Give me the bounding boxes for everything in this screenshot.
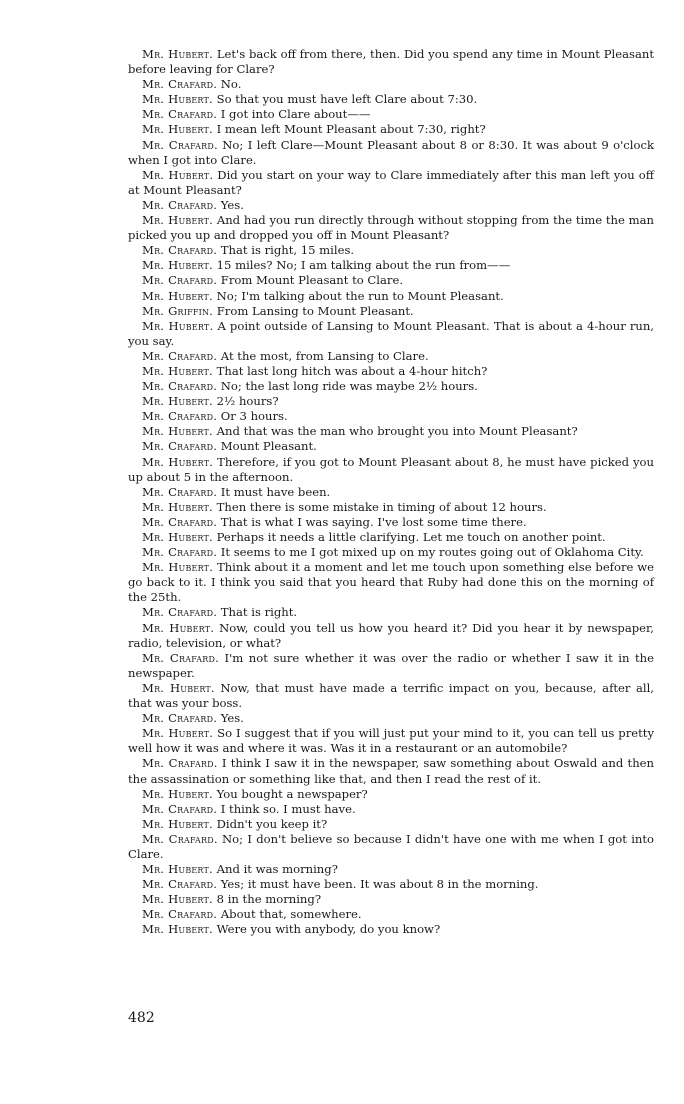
speaker-name: Mr. Crafard. xyxy=(142,650,219,665)
paragraph-text: At the most, from Lansing to Clare. xyxy=(220,348,429,363)
paragraph-text: Were you with anybody, do you know? xyxy=(216,922,441,937)
paragraph-text: So that you must have left Clare about 7:30. xyxy=(216,92,478,107)
speaker-name: Mr. Hubert. xyxy=(142,167,214,182)
transcript-paragraph xyxy=(128,530,654,545)
speaker-name: Mr. Hubert. xyxy=(142,620,215,635)
speaker-name: Mr. Hubert. xyxy=(142,560,214,575)
paragraph-text: From Lansing to Mount Pleasant. xyxy=(216,303,414,318)
paragraph-text: And it was morning? xyxy=(216,862,338,877)
transcript-paragraph xyxy=(128,605,654,620)
paragraph-text: That last long hitch was about a 4-hour hitch? xyxy=(216,363,488,378)
speaker-name: Mr. Crafard. xyxy=(142,514,218,529)
transcript-paragraph xyxy=(128,907,654,922)
transcript-paragraph xyxy=(128,349,654,364)
transcript-paragraph xyxy=(128,138,654,168)
paragraph-text: No; the last long ride was maybe 2½ hours. xyxy=(220,379,478,394)
transcript-paragraph xyxy=(128,621,654,651)
transcript-paragraph xyxy=(128,560,654,605)
transcript-paragraph xyxy=(128,892,654,907)
speaker-name: Mr. Hubert. xyxy=(142,786,213,801)
paragraph-text: I think I saw it in the newspaper, saw something about Oswald and then the assassination or something like that, and then I read the rest of it. xyxy=(128,756,655,786)
paragraph-text: I'm not sure whether it was over the radio or whether I saw it in the newspaper. xyxy=(128,650,654,680)
transcript-paragraph xyxy=(128,424,654,439)
speaker-name: Mr. Crafard. xyxy=(142,877,218,892)
transcript-paragraph xyxy=(128,394,654,409)
paragraph-text: Mount Pleasant. xyxy=(220,439,317,454)
transcript-paragraph xyxy=(128,485,654,500)
speaker-name: Mr. Crafard. xyxy=(142,831,218,846)
paragraph-text: Therefore, if you got to Mount Pleasant about 8, he must have picked you up about 5 in the afternoon. xyxy=(128,454,654,484)
speaker-name: Mr. Crafard. xyxy=(142,273,218,288)
transcript-paragraph xyxy=(128,439,654,454)
paragraph-text: A point outside of Lansing to Mount Pleasant. That is about a 4-hour run, you say. xyxy=(128,318,654,348)
transcript-paragraph xyxy=(128,726,654,756)
paragraph-text: Perhaps it needs a little clarifying. Let me touch on another point. xyxy=(216,530,606,544)
paragraph-text: Didn't you keep it? xyxy=(216,816,328,831)
speaker-name: Mr. Crafard. xyxy=(142,243,218,258)
paragraph-text: And had you run directly through without stopping from the time the man picked you up and dropped you off in Mount Pleasant? xyxy=(128,213,654,243)
speaker-name: Mr. Hubert. xyxy=(142,680,215,695)
paragraph-text: No; I'm talking about the run to Mount Pleasant. xyxy=(216,288,504,303)
transcript-paragraph xyxy=(128,92,654,107)
speaker-name: Mr. Crafard. xyxy=(142,77,218,92)
paragraph-text: Think about it a moment and let me touch upon something else before we go back to it. I think you said that you heard that Ruby had done this on the morning of the 25th. xyxy=(128,560,654,605)
transcript-paragraph xyxy=(128,243,654,258)
transcript-paragraph xyxy=(128,832,654,862)
transcript-paragraph xyxy=(128,455,654,485)
transcript-paragraph xyxy=(128,500,654,515)
paragraph-text: Now, could you tell us how you heard it? Did you hear it by newspaper, radio, television, or what? xyxy=(128,620,654,650)
paragraph-text: I think so. I must have. xyxy=(220,801,356,816)
transcript-paragraph xyxy=(128,168,654,198)
transcript-paragraph xyxy=(128,817,654,832)
transcript-paragraph xyxy=(128,364,654,379)
speaker-name: Mr. Crafard. xyxy=(142,801,218,816)
transcript-paragraph xyxy=(128,258,654,273)
paragraph-text: 15 miles? No; I am talking about the run from—— xyxy=(216,258,511,273)
paragraph-text: From Mount Pleasant to Clare. xyxy=(220,273,404,288)
transcript-paragraph xyxy=(128,77,654,92)
paragraph-text: No. xyxy=(220,77,242,92)
speaker-name: Mr. Hubert. xyxy=(142,726,214,741)
paragraph-text: It seems to me I got mixed up on my routes going out of Oklahoma City. xyxy=(220,545,644,560)
speaker-name: Mr. Hubert. xyxy=(142,122,213,137)
paragraph-text: That is right, 15 miles. xyxy=(220,243,355,258)
transcript-paragraph xyxy=(128,756,654,786)
paragraph-text: That is right. xyxy=(220,605,298,620)
transcript-paragraph xyxy=(128,711,654,726)
speaker-name: Mr. Crafard. xyxy=(142,711,218,726)
speaker-name: Mr. Crafard. xyxy=(142,197,218,212)
transcript-paragraph xyxy=(128,107,654,122)
transcript-paragraph xyxy=(128,379,654,394)
paragraph-text: I mean left Mount Pleasant about 7:30, right? xyxy=(216,122,486,137)
transcript-paragraph xyxy=(128,47,654,77)
paragraph-text: 2½ hours? xyxy=(216,394,279,409)
paragraph-text: Or 3 hours. xyxy=(220,409,288,424)
transcript-paragraph xyxy=(128,787,654,802)
speaker-name: Mr. Hubert. xyxy=(142,454,214,469)
paragraph-text: You bought a newspaper? xyxy=(216,786,368,801)
speaker-name: Mr. Hubert. xyxy=(142,92,213,107)
speaker-name: Mr. Hubert. xyxy=(142,258,213,273)
paragraph-text: Yes. xyxy=(220,197,244,212)
speaker-name: Mr. Crafard. xyxy=(142,439,218,454)
speaker-name: Mr. Griffin. xyxy=(142,303,214,318)
speaker-name: Mr. Hubert. xyxy=(142,424,213,439)
transcript-paragraph xyxy=(128,651,654,681)
speaker-name: Mr. Hubert. xyxy=(142,394,213,409)
paragraph-text: Now, that must have made a terrific impact on you, because, after all, that was your boss. xyxy=(128,680,654,711)
speaker-name: Mr. Crafard. xyxy=(142,409,218,424)
speaker-name: Mr. Crafard. xyxy=(142,605,218,620)
transcript-paragraph xyxy=(128,213,654,243)
speaker-name: Mr. Hubert. xyxy=(142,530,213,544)
paragraph-text: Did you start on your way to Clare immediately after this man left you off at Mount Pleasant? xyxy=(128,167,654,197)
transcript-paragraph xyxy=(128,304,654,319)
speaker-name: Mr. Hubert. xyxy=(142,892,213,907)
transcript-paragraph xyxy=(128,122,654,137)
speaker-name: Mr. Crafard. xyxy=(142,137,218,152)
transcript-paragraph xyxy=(128,198,654,213)
speaker-name: Mr. Crafard. xyxy=(142,484,218,499)
speaker-name: Mr. Crafard. xyxy=(142,907,218,922)
paragraph-text: Let's back off from there, then. Did you spend any time in Mount Pleasant before leaving for Clare? xyxy=(128,47,654,77)
paragraph-text: Yes; it must have been. It was about 8 in the morning. xyxy=(220,877,539,892)
paragraph-text: No; I don't believe so because I didn't have one with me when I got into Clare. xyxy=(128,831,655,861)
speaker-name: Mr. Hubert. xyxy=(142,363,213,378)
speaker-name: Mr. Hubert. xyxy=(142,922,213,937)
speaker-name: Mr. Hubert. xyxy=(142,47,214,61)
paragraph-text: Yes. xyxy=(220,711,244,726)
speaker-name: Mr. Hubert. xyxy=(142,213,214,228)
page-number: 482 xyxy=(128,1010,155,1026)
paragraph-text: Then there is some mistake in timing of about 12 hours. xyxy=(216,499,547,514)
speaker-name: Mr. Hubert. xyxy=(142,318,214,333)
speaker-name: Mr. Crafard. xyxy=(142,348,218,363)
paragraph-text: That is what I was saying. I've lost some time there. xyxy=(220,514,527,529)
paragraph-text: About that, somewhere. xyxy=(220,907,362,922)
speaker-name: Mr. Hubert. xyxy=(142,816,213,831)
transcript-paragraph xyxy=(128,545,654,560)
speaker-name: Mr. Crafard. xyxy=(142,545,218,560)
transcript-paragraph xyxy=(128,409,654,424)
transcript-body xyxy=(128,47,654,938)
transcript-paragraph xyxy=(128,515,654,530)
speaker-name: Mr. Crafard. xyxy=(142,379,218,394)
speaker-name: Mr. Hubert. xyxy=(142,288,213,303)
speaker-name: Mr. Hubert. xyxy=(142,499,213,514)
paragraph-text: No; I left Clare—Mount Pleasant about 8 or 8:30. It was about 9 o'clock when I got into Clare. xyxy=(128,137,654,167)
paragraph-text: And that was the man who brought you into Mount Pleasant? xyxy=(216,424,578,439)
paragraph-text: 8 in the morning? xyxy=(216,892,322,907)
paragraph-text: So I suggest that if you will just put your mind to it, you can tell us pretty well how it was and where it was. Was it in a restaurant or an automobile? xyxy=(128,726,654,756)
transcript-paragraph xyxy=(128,862,654,877)
transcript-paragraph xyxy=(128,681,654,711)
paragraph-text: I got into Clare about—— xyxy=(220,107,371,122)
speaker-name: Mr. Crafard. xyxy=(142,107,218,122)
speaker-name: Mr. Hubert. xyxy=(142,862,213,877)
transcript-paragraph xyxy=(128,289,654,304)
transcript-paragraph xyxy=(128,273,654,288)
transcript-paragraph xyxy=(128,922,654,937)
speaker-name: Mr. Crafard. xyxy=(142,756,218,771)
transcript-paragraph xyxy=(128,319,654,349)
transcript-paragraph xyxy=(128,877,654,892)
transcript-paragraph xyxy=(128,802,654,817)
paragraph-text: It must have been. xyxy=(220,484,331,499)
